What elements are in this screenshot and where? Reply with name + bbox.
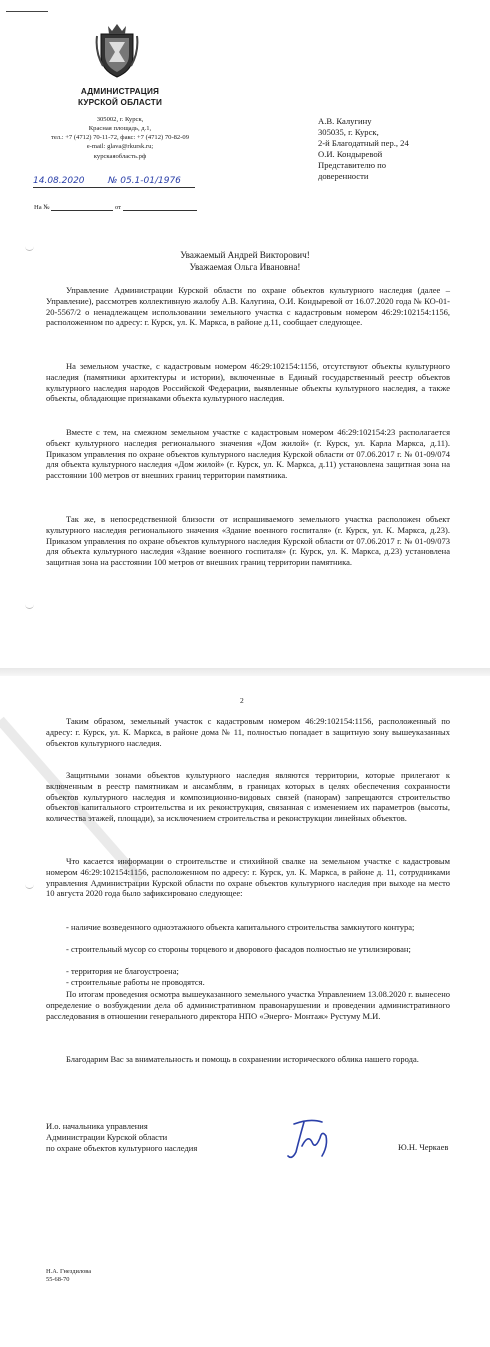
page-number: 2 [240, 696, 244, 705]
reference-number-blank [51, 210, 113, 211]
body-paragraph: Так же, в непосредственной близости от испрашиваемого земельного участка расположен объект культурного наследия регионального значения «Здание военного госпиталя» (г. Курск, ул. К. Маркса, д.23). Приказом управления по охране объектов культурного наследия Курской области от 07.06.2017 г. № 01-09/073 для объекта культурного наследия «Здание военного госпиталя» (г. Курск, ул. К. Маркса, д.23) установлена защитная зона на расстоянии 100 метров от внешних границ территории памятника. [46, 514, 450, 568]
org-phone-fax: тел.: +7 (4712) 70-11-72, факс: +7 (4712) 70-82-09 [50, 134, 190, 141]
punch-hole-mark [25, 246, 34, 251]
signatory-position-line: И.о. начальника управления [46, 1121, 148, 1131]
reference-line [34, 204, 197, 211]
executor-name: Н.А. Гнездилова [46, 1268, 92, 1275]
body-paragraph: По итогам проведения осмотра вышеуказанного земельного участка Управлением 13.08.2020 г. вынесено определение о возбуждении дела об административном правонарушении и проведении административного расследования в отношении генерального директора НПО «Энерго- Монтаж» Рустуму М.И. [46, 989, 450, 1021]
list-item: - территория не благоустроена; [66, 966, 179, 976]
list-item: - строительный мусор со стороны торцевого и дворового фасадов полностью не утилизирован; [66, 944, 411, 954]
salutation-line-2: Уважаемая Ольга Ивановна! [189, 262, 301, 272]
addressee-line: А.В. Калугину [318, 116, 372, 126]
signatory-position-line: по охране объектов культурного наследия [46, 1142, 198, 1153]
addressee-line: 305035, г. Курск, [318, 126, 379, 137]
org-name-line-1: АДМИНИСТРАЦИЯ [80, 87, 160, 96]
handwritten-signature [282, 1116, 338, 1162]
body-paragraph: Защитными зонами объектов культурного наследия являются территории, которые прилегают к включенным в реестр памятникам и ансамблям, в границах которых в целях обеспечения сохранности объектов культурного наследия и композиционно-видовых связей (панорам) запрещаются строительство объектов капитального строительства и их реконструкция, связанная с изменением их параметров (высоты, количества этажей, площади), за исключением строительства и реконструкции линейных объектов. [46, 770, 450, 824]
handwritten-date: 14.08.2020 [33, 176, 85, 186]
addressee-line: доверенности [318, 170, 369, 181]
list-item: - строительные работы не проводятся. [66, 977, 205, 987]
reference-from-label: от [114, 204, 122, 211]
reference-number-label: На № [34, 204, 50, 211]
body-paragraph: На земельном участке, с кадастровым номером 46:29:102154:1156, отсутствуют объекты культурного наследия (памятники архитектуры и истории), включенные в Единый государственный реестр объектов культурного наследия народов Российской Федерации, выявленные объекты культурного наследия, а также объекты, обладающие признаками объекта культурного наследия. [46, 361, 450, 404]
letter-page-1 [0, 0, 490, 672]
reference-date-blank [123, 210, 197, 211]
signatory-name: Ю.Н. Черкаев [398, 1142, 449, 1152]
org-name-line-2: КУРСКОЙ ОБЛАСТИ [77, 98, 163, 107]
addressee-line: Представителю по [318, 159, 387, 170]
executor-phone: 55-68-70 [46, 1276, 70, 1284]
org-email: e-mail: glava@rkursk.ru; [86, 143, 154, 150]
body-paragraph: Таким образом, земельный участок с кадастровым номером 46:29:102154:1156, расположенный по адресу: г. Курск, ул. К. Маркса, в районе дома № 11, полностью попадает в защитную зону вышеуказанных объектов культурного наследия. [46, 716, 450, 748]
executor-block [46, 1268, 91, 1284]
body-paragraph: Управление Администрации Курской области по охране объектов культурного наследия (далее – Управление), рассмотрев коллективную жалобу А.В. Калугина, О.И. Кондыревой от 16.07.2020 года № КО-01-20-5567/2 о ненадлежащем использовании земельного участка с кадастровым номером 46:29:102154:1156, расположенном по адресу: г. Курск, ул. К. Маркса, в районе д.11, сообщает следующее. [46, 285, 450, 328]
org-address-1: 305002, г. Курск, [96, 116, 144, 123]
punch-hole-mark [25, 604, 34, 609]
coat-of-arms-icon [95, 22, 139, 80]
org-address-2: Красная площадь, д.1, [88, 125, 152, 132]
handwritten-number: № 05.1-01/1976 [108, 176, 181, 186]
date-underline [33, 187, 195, 188]
org-website: курскаяобласть.рф [93, 153, 147, 160]
corner-mark [6, 11, 48, 12]
signatory-position [46, 1121, 197, 1153]
salutation-line-1: Уважаемый Андрей Викторович! [180, 250, 310, 260]
body-paragraph: Что касается информации о строительстве и стихийной свалке на земельном участке с кадастровым номером 46:29:102154:1156, расположенном по адресу: г. Курск, ул. К. Маркса, в районе д. 11, сотрудниками управления Администрации Курской области по охране объектов культурного наследия при выходе на место 10 августа 2020 года было зафиксировано следующее: [46, 856, 450, 899]
addressee-line: О.И. Кондыревой [318, 148, 383, 159]
body-paragraph: Благодарим Вас за внимательность и помощь в сохранении исторического облика нашего города. [66, 1054, 419, 1064]
body-paragraph: Вместе с тем, на смежном земельном участке с кадастровым номером 46:29:102154:23 располагается объект культурного наследия регионального значения «Дом жилой» (г. Курск, ул. Карла Маркса, д.11). Приказом управления по охране объектов культурного наследия Курской области от 07.06.2017 г. № 01-09/074 для объекта культурного наследия «Дом жилой» (г. Курск, ул. К. Маркса, д.11) установлена защитная зона на расстоянии 100 метров от внешних границ территории памятника. [46, 427, 450, 481]
signatory-position-line: Администрации Курской области [46, 1131, 168, 1142]
addressee-line: 2-й Благодатный пер., 24 [318, 137, 409, 148]
addressee-block [318, 116, 478, 181]
list-item: - наличие возведенного одноэтажного объекта капитального строительства замкнутого контура; [66, 922, 415, 932]
